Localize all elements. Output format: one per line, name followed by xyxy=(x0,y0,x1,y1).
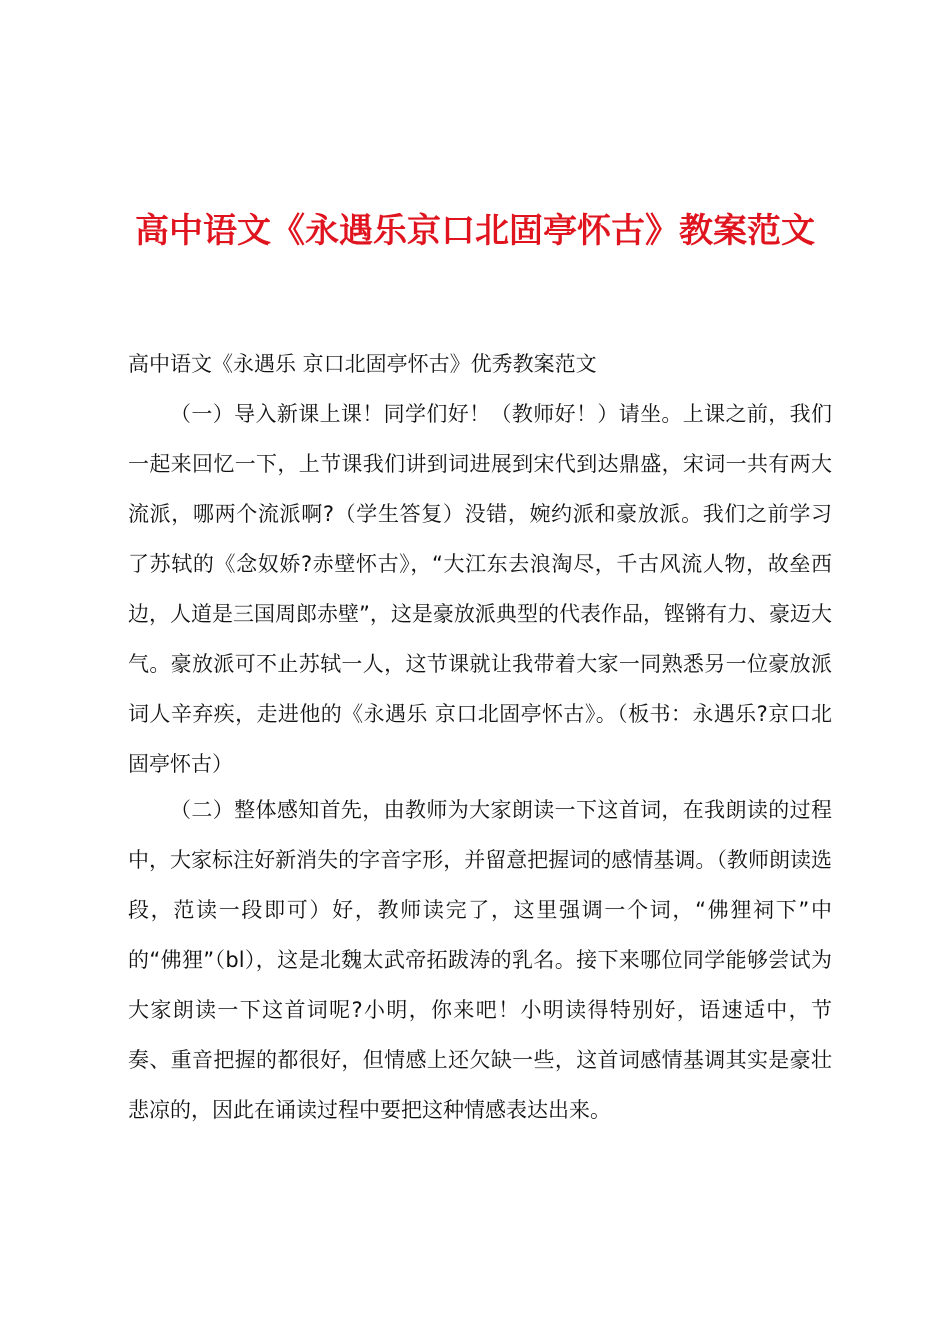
paragraph-perception: （二）整体感知首先，由教师为大家朗读一下这首词，在我朗读的过程中，大家标注好新消失的字音字形，并留意把握词的感情基调。（教师朗读选段，范读一段即可）好，教师读完了，这里强调一个词，“佛狸祠下”中的“佛狸”（bl），这是北魏太武帝拓跋涛的乳名。接下来哪位同学能够尝试为大家朗读一下这首词呢?小明，你来吧！小明读得特别好，语速适中，节奏、重音把握的都很好，但情感上还欠缺一些，这首词感情基调其实是豪壮悲凉的，因此在诵读过程中要把这种情感表达出来。 xyxy=(128,798,832,1122)
paragraph-intro: （一）导入新课上课！同学们好！（教师好！）请坐。上课之前，我们一起来回忆一下，上节课我们讲到词进展到宋代到达鼎盛，宋词一共有两大流派，哪两个流派啊?（学生答复）没错，婉约派和豪放派。我们之前学习了苏轼的《念奴娇?赤壁怀古》，“大江东去浪淘尽，千古风流人物，故垒西边，人道是三国周郎赤壁”，这是豪放派典型的代表作品，铿锵有力、豪迈大气。豪放派可不止苏轼一人，这节课就让我带着大家一同熟悉另一位豪放派词人辛弃疾，走进他的《永遇乐 京口北固亭怀古》。（板书：永遇乐?京口北固亭怀古） xyxy=(128,402,832,776)
document-title: 高中语文《永遇乐京口北固亭怀古》教案范文 xyxy=(135,211,815,251)
document-subtitle: 高中语文《永遇乐 京口北固亭怀古》优秀教案范文 xyxy=(128,352,597,376)
